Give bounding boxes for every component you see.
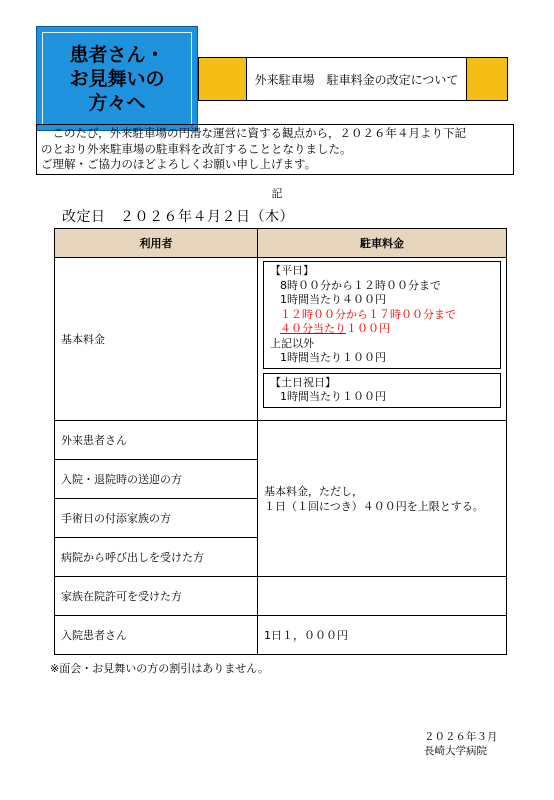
holiday-box (263, 373, 501, 408)
capped-fee-cell (258, 421, 507, 577)
table-row-family-stay (55, 577, 507, 616)
fee-table (54, 228, 507, 655)
header-fee: 駐車料金 (258, 229, 507, 258)
weekday-line-5: 上記以外 (270, 336, 314, 350)
title-bar-left-accent (198, 57, 247, 101)
row-label-family-stay: 家族在院許可を受けた方 (55, 577, 258, 616)
footer (424, 730, 498, 758)
row-label-transfer: 入院・退院時の送迎の方 (55, 460, 258, 499)
badge-line-3: 方々へ (88, 91, 146, 114)
weekday-box (263, 261, 501, 369)
header-badge-text (42, 32, 192, 125)
ki-heading: 記 (271, 187, 283, 200)
weekday-line-1: 8時００分から１２時００分まで (280, 278, 441, 292)
header-user: 利用者 (55, 229, 258, 258)
holiday-heading: 【土日祝日】 (270, 375, 336, 389)
revision-date: 改定日 ２０２６年４月２日（木） (62, 209, 294, 225)
weekday-red-rate: ４０分当たり (280, 322, 346, 335)
weekday-red-amount: １００円 (346, 322, 390, 335)
page-title: 外来駐車場 駐車料金の改定について (254, 72, 459, 87)
row-label-inpatient: 入院患者さん (55, 616, 258, 655)
weekday-line-2: 1時間当たり４００円 (280, 293, 386, 306)
intro-box (36, 124, 514, 175)
intro-line-1: このたび，外来駐車場の円滑な運営に資する観点から，２０２６年４月より下記 (41, 126, 467, 140)
capped-fee-line-1: 基本料金，ただし， (264, 484, 363, 498)
row-label-called: 病院から呼び出しを受けた方 (55, 538, 258, 577)
intro-line-3: ご理解・ご協力のほどよろしくお願い申し上げます。 (41, 157, 317, 171)
footer-org: 長崎大学病院 (424, 745, 487, 757)
footer-date: ２０２６年３月 (424, 731, 498, 743)
family-stay-fee (258, 577, 507, 616)
note: ※面会・お見舞いの方の割引はありません。 (50, 662, 269, 675)
table-row-outpatient (55, 421, 507, 460)
holiday-line: 1時間当たり１００円 (280, 390, 386, 403)
weekday-line-3: １２時００分から１７時００分まで (280, 307, 456, 321)
intro-line-2: のとおり外来駐車場の駐車料を改訂することとなりました。 (41, 141, 352, 156)
row-label-surgery-family: 手術日の付添家族の方 (55, 499, 258, 538)
title-bar-right-accent (466, 57, 508, 101)
weekday-heading: 【平日】 (270, 264, 314, 277)
table-header-row (55, 229, 507, 258)
weekday-line-6: 1時間当たり１００円 (280, 351, 386, 364)
badge-line-2: お見舞いの (69, 67, 165, 90)
table-row-inpatient (55, 616, 507, 655)
weekday-line-4 (270, 322, 494, 337)
table-row-basic (55, 258, 507, 421)
badge-line-1: 患者さん・ (69, 43, 165, 66)
inpatient-fee: 1日１，０００円 (258, 616, 507, 655)
basic-label: 基本料金 (55, 258, 258, 421)
row-label-outpatient: 外来患者さん (55, 421, 258, 460)
capped-fee-line-2: １日（１回につき）４００円を上限とする。 (264, 499, 484, 513)
basic-fee-cell (258, 258, 507, 421)
